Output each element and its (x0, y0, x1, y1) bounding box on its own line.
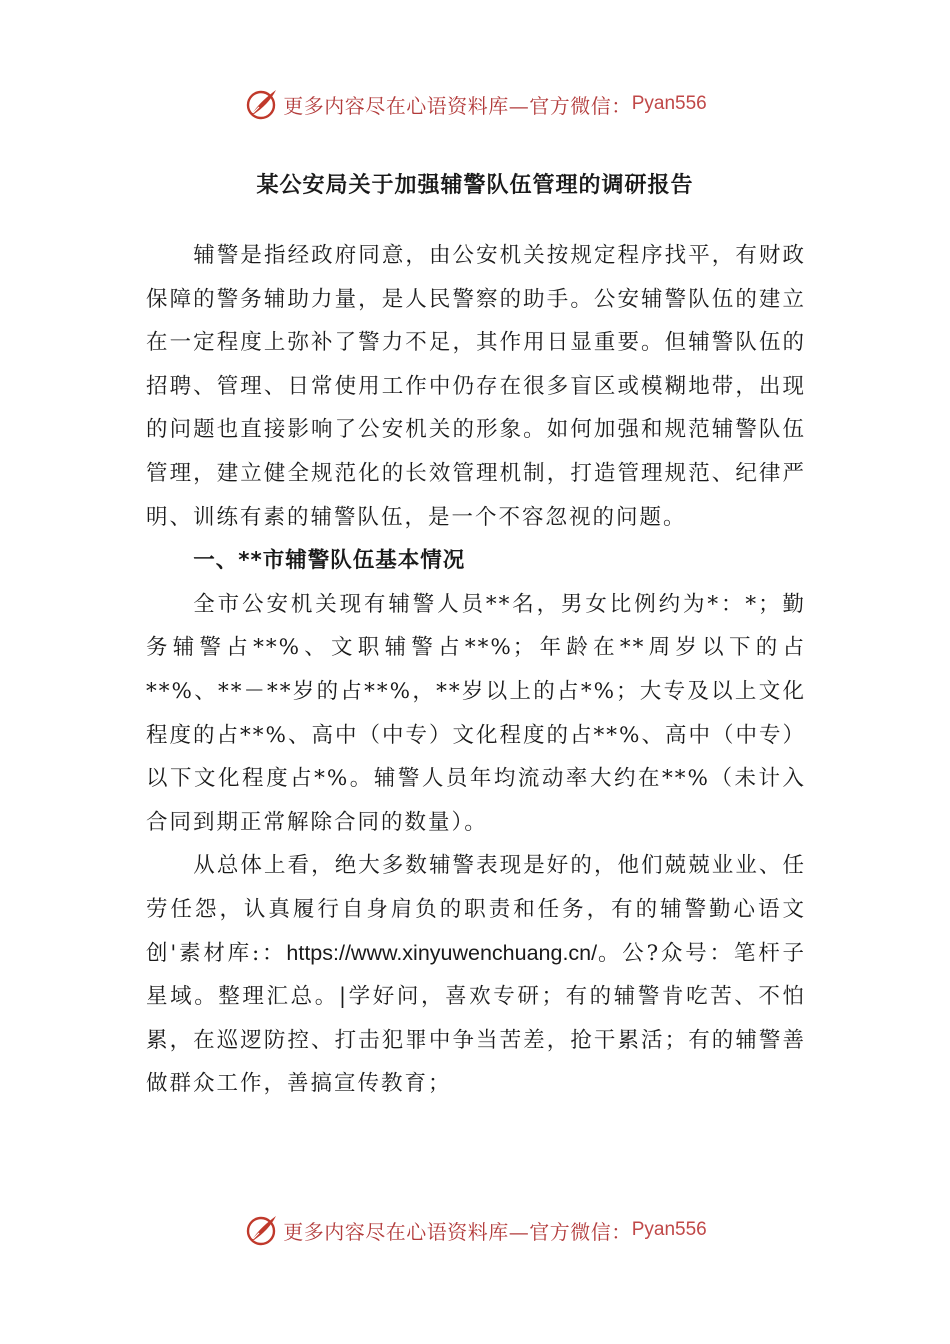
website-link-text: https://www.xinyuwenchuang.cn/ (286, 940, 598, 965)
footer-banner (0, 1208, 950, 1252)
section1-paragraph: 全市公安机关现有辅警人员**名，男女比例约为*：*；勤务辅警占**%、文职辅警占**%；年龄在**周岁以下的占**%、**－**岁的占**%，**岁以上的占*%；大专及以上文化程度的占**%、高中（中专）文化程度的占**%、高中（中专）以下文化程度占*%。辅警人员年均流动率大约在**%（未计入合同到期正常解除合同的数量）。 (146, 591, 806, 835)
banner-text: 更多内容尽在心语资料库—官方微信： (283, 1219, 632, 1244)
document-body (146, 234, 806, 1106)
banner-wechat-id: Pyan556 (631, 1219, 707, 1240)
document-title: 某公安局关于加强辅警队伍管理的调研报告 (256, 173, 694, 198)
overview-paragraph (146, 844, 806, 1106)
quill-pen-logo-icon (243, 86, 279, 122)
overview-text-start: 从总体上看，绝大多数辅警表现是好的，他们兢兢业业、任劳任怨，认真履行自身肩负的职责和任务，有的辅警勤心语文创'素材库:： (146, 853, 806, 966)
banner-text: 更多内容尽在心语资料库—官方微信： (283, 93, 632, 118)
intro-paragraph: 辅警是指经政府同意，由公安机关按规定程序找平，有财政保障的警务辅助力量，是人民警察的助手。公安辅警队伍的建立在一定程度上弥补了警力不足，其作用日显重要。但辅警队伍的招聘、管理、日常使用工作中仍存在很多盲区或模糊地带，出现的问题也直接影响了公安机关的形象。如何加强和规范辅警队伍管理，建立健全规范化的长效管理机制，打造管理规范、纪律严明、训练有素的辅警队伍，是一个不容忽视的问题。 (146, 243, 806, 530)
section-heading-1: 一、**市辅警队伍基本情况 (193, 548, 466, 574)
banner-wechat-id: Pyan556 (631, 93, 707, 114)
quill-pen-logo-icon (243, 1212, 279, 1248)
header-banner (0, 82, 950, 126)
overview-text-end: 。公?众号：笔杆子星域。整理汇总。|学好问，喜欢专研；有的辅警肯吃苦、不怕累，在巡逻防控、打击犯罪中争当苦差，抢干累活；有的辅警善做群众工作，善搞宣传教育； (146, 940, 807, 1097)
